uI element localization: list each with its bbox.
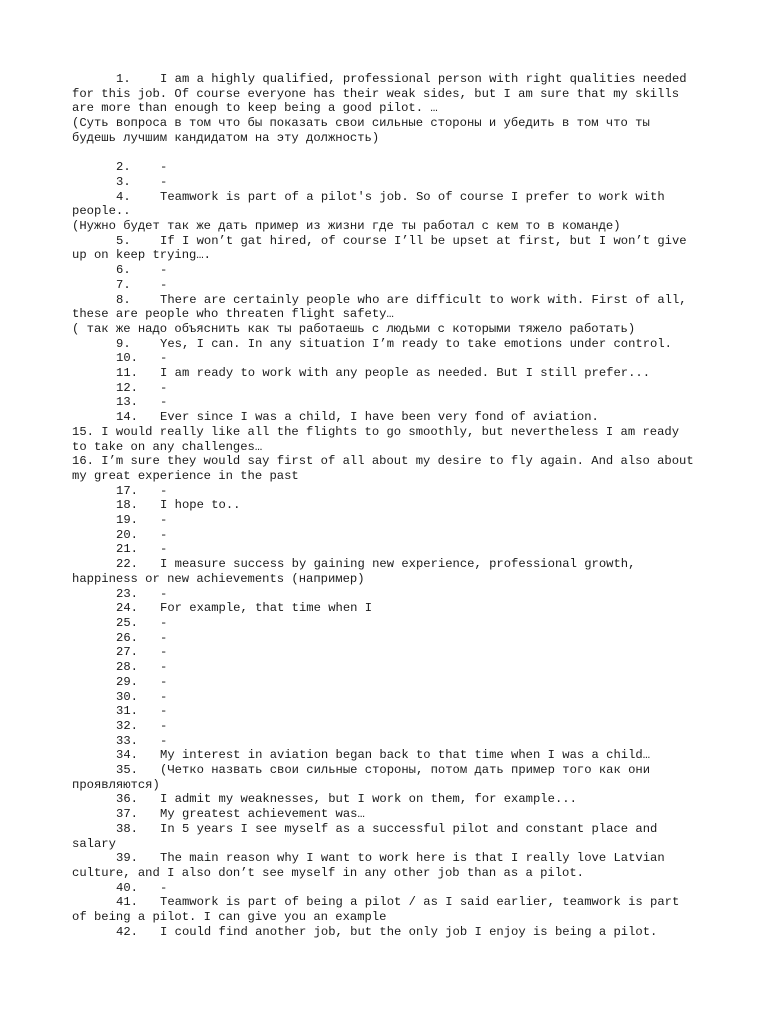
item-number: 26. bbox=[116, 630, 138, 645]
item-text: - bbox=[160, 733, 168, 748]
item-text: - bbox=[160, 513, 168, 528]
item-text: - bbox=[160, 395, 168, 410]
numbered-item bbox=[72, 660, 700, 675]
numbered-item bbox=[72, 792, 700, 807]
numbered-item bbox=[72, 395, 700, 410]
item-text: I am a highly qualified, professional person with right qualities needed for this job. Of course everyone has their weak sides, but I am sure that my skills are more than enough to keep being a good pilot. … bbox=[72, 72, 694, 116]
item-text: - bbox=[160, 586, 168, 601]
numbered-item bbox=[72, 807, 700, 822]
item-text: For example, that time when I bbox=[160, 601, 373, 616]
numbered-item bbox=[72, 851, 700, 880]
numbered-item bbox=[72, 337, 700, 352]
numbered-item bbox=[72, 160, 700, 175]
item-number: 33. bbox=[116, 733, 138, 748]
item-text: I admit my weaknesses, but I work on them, for example... bbox=[160, 792, 577, 807]
item-text: I measure success by gaining new experience, professional growth, happiness or new achievements (например) bbox=[72, 557, 643, 586]
numbered-item bbox=[72, 381, 700, 396]
item-text: - bbox=[160, 645, 168, 660]
item-text: - bbox=[160, 704, 168, 719]
item-number: 39. bbox=[116, 851, 138, 866]
item-text: The main reason why I want to work here is that I really love Latvian culture, and I also don’t see myself in any other job than as a pilot. bbox=[72, 851, 672, 880]
item-number: 22. bbox=[116, 557, 138, 572]
item-text: Teamwork is part of being a pilot / as I said earlier, teamwork is part of being a pilot. I can give you an example bbox=[72, 895, 687, 925]
numbered-item bbox=[72, 484, 700, 499]
item-text: I hope to.. bbox=[160, 498, 241, 513]
item-number: 4. bbox=[116, 189, 131, 204]
numbered-item bbox=[72, 293, 700, 322]
item-text: - bbox=[160, 630, 168, 645]
item-text: - bbox=[160, 660, 168, 675]
item-number: 13. bbox=[116, 395, 138, 410]
item-text: - bbox=[160, 674, 168, 689]
item-number: 36. bbox=[116, 792, 138, 807]
numbered-item bbox=[72, 278, 700, 293]
item-text: If I won’t gat hired, of course I’ll be upset at first, but I won’t give up on keep trying…. bbox=[72, 233, 694, 263]
item-number: 40. bbox=[116, 880, 138, 895]
numbered-item bbox=[72, 175, 700, 190]
item-number: 29. bbox=[116, 674, 138, 689]
numbered-item bbox=[72, 498, 700, 513]
item-number: 37. bbox=[116, 807, 138, 822]
item-number: 42. bbox=[116, 924, 138, 939]
item-text: There are certainly people who are difficult to work with. First of all, these are people who threaten flight safety… bbox=[72, 292, 694, 322]
item-text: I could find another job, but the only job I enjoy is being a pilot. bbox=[160, 924, 658, 939]
item-number: 14. bbox=[116, 410, 138, 425]
item-number: 25. bbox=[116, 616, 138, 630]
item-text: My greatest achievement was… bbox=[160, 807, 365, 822]
item-number: 17. bbox=[116, 483, 138, 498]
item-text: - bbox=[160, 380, 168, 395]
item-text: - bbox=[160, 880, 168, 895]
numbered-item bbox=[72, 895, 700, 924]
item-number: 3. bbox=[116, 174, 131, 189]
item-text: - bbox=[160, 263, 168, 278]
item-text: - bbox=[160, 542, 168, 557]
numbered-item bbox=[72, 748, 700, 763]
item-text: - bbox=[160, 718, 168, 733]
item-number: 31. bbox=[116, 704, 138, 719]
numbered-item bbox=[72, 557, 700, 586]
item-text: - bbox=[160, 527, 168, 542]
note-line: 16. I’m sure they would say first of all about my desire to fly again. And also about my great experience in the past bbox=[72, 454, 701, 483]
document-body bbox=[72, 72, 700, 939]
numbered-item bbox=[72, 513, 700, 528]
item-number: 38. bbox=[116, 821, 138, 836]
item-text: In 5 years I see myself as a successful pilot and constant place and salary bbox=[72, 821, 665, 851]
numbered-item bbox=[72, 190, 700, 219]
item-text: (Четко назвать свои сильные стороны, потом дать пример того как они проявляются) bbox=[72, 763, 658, 792]
note-line: (Суть вопроса в том что бы показать свои сильные стороны и убедить в том что ты будешь лучшим кандидатом на эту должность) bbox=[72, 116, 658, 145]
item-number: 9. bbox=[116, 336, 131, 351]
item-number: 1. bbox=[116, 72, 131, 86]
item-number: 7. bbox=[116, 277, 131, 292]
numbered-item bbox=[72, 366, 700, 381]
note-line: 15. I would really like all the flights to go smoothly, but nevertheless I am ready to take on any challenges… bbox=[72, 424, 687, 454]
item-number: 32. bbox=[116, 718, 138, 733]
item-number: 34. bbox=[116, 748, 138, 763]
item-number: 12. bbox=[116, 380, 138, 395]
numbered-item bbox=[72, 410, 700, 425]
numbered-item bbox=[72, 542, 700, 557]
numbered-item bbox=[72, 528, 700, 543]
item-number: 18. bbox=[116, 498, 138, 513]
item-text: - bbox=[160, 351, 168, 366]
numbered-item bbox=[72, 631, 700, 646]
item-text: - bbox=[160, 174, 168, 189]
item-number: 21. bbox=[116, 542, 138, 557]
item-number: 30. bbox=[116, 689, 138, 704]
item-text: - bbox=[160, 689, 168, 704]
item-number: 23. bbox=[116, 586, 138, 601]
numbered-item bbox=[72, 690, 700, 705]
numbered-item bbox=[72, 234, 700, 263]
numbered-item bbox=[72, 719, 700, 734]
item-number: 24. bbox=[116, 601, 138, 616]
item-text: My interest in aviation began back to that time when I was a child… bbox=[160, 748, 651, 763]
item-text: Yes, I can. In any situation I’m ready to take emotions under control. bbox=[160, 336, 672, 351]
item-number: 41. bbox=[116, 895, 138, 910]
item-number: 28. bbox=[116, 660, 138, 675]
item-number: 6. bbox=[116, 263, 131, 278]
numbered-item bbox=[72, 616, 700, 631]
numbered-item bbox=[72, 763, 700, 792]
item-text: Teamwork is part of a pilot's job. So of course I prefer to work with people.. bbox=[72, 189, 672, 219]
numbered-item bbox=[72, 925, 700, 940]
numbered-item bbox=[72, 645, 700, 660]
numbered-item bbox=[72, 881, 700, 896]
numbered-item bbox=[72, 72, 700, 116]
item-text: - bbox=[160, 483, 168, 498]
item-number: 5. bbox=[116, 233, 131, 248]
numbered-item bbox=[72, 822, 700, 851]
item-number: 2. bbox=[116, 160, 131, 175]
note-line: (Нужно будет так же дать пример из жизни где ты работал с кем то в команде) bbox=[72, 219, 621, 234]
numbered-item bbox=[72, 675, 700, 690]
item-number: 11. bbox=[116, 366, 138, 381]
numbered-item bbox=[72, 351, 700, 366]
item-number: 8. bbox=[116, 292, 131, 307]
item-number: 20. bbox=[116, 527, 138, 542]
blank-line bbox=[72, 146, 700, 161]
numbered-item bbox=[72, 263, 700, 278]
item-number: 27. bbox=[116, 645, 138, 660]
numbered-item bbox=[72, 587, 700, 602]
numbered-item bbox=[72, 734, 700, 749]
item-text: Ever since I was a child, I have been very fond of aviation. bbox=[160, 410, 599, 425]
note-line: ( так же надо объяснить как ты работаешь с людьми с которыми тяжело работать) bbox=[72, 321, 636, 336]
item-number: 35. bbox=[116, 763, 138, 778]
item-text: - bbox=[160, 160, 168, 175]
item-text: - bbox=[160, 616, 168, 630]
numbered-item bbox=[72, 704, 700, 719]
item-text: - bbox=[160, 277, 168, 292]
numbered-item bbox=[72, 601, 700, 616]
item-number: 19. bbox=[116, 513, 138, 528]
item-number: 10. bbox=[116, 351, 138, 366]
item-text: I am ready to work with any people as needed. But I still prefer... bbox=[160, 366, 651, 381]
